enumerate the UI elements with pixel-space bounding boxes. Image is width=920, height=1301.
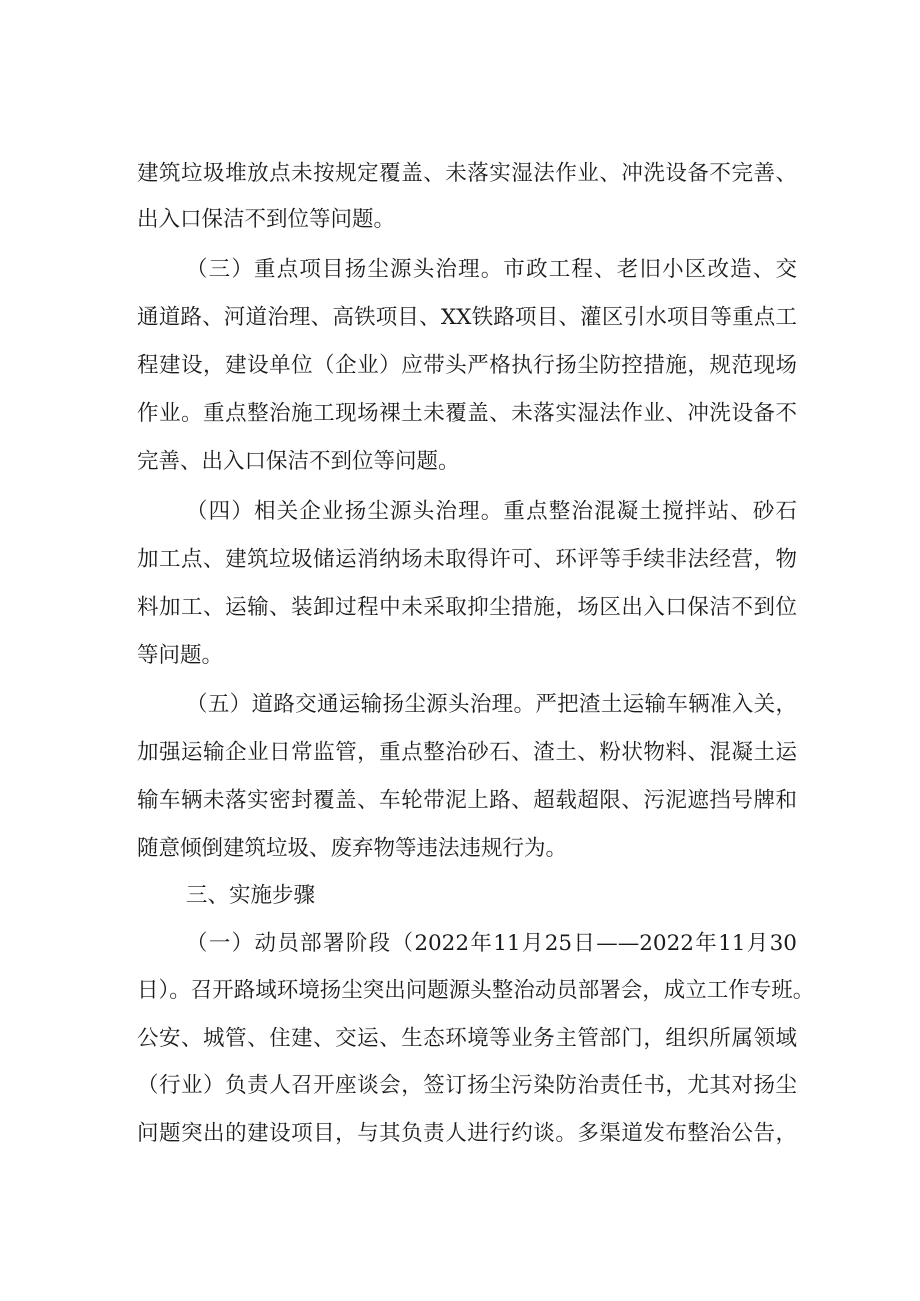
section-heading-3: （三）重点项目扬尘源头治理。市政工程、老旧小区改造、交 [186, 257, 797, 282]
chapter-heading: 三、实施步骤 [186, 883, 316, 908]
text-line: 输车辆未落实密封覆盖、车轮带泥上路、超载超限、污泥遮挡号牌和 [137, 788, 797, 813]
text-line: 问题突出的建设项目，与其负责人进行约谈。多渠道发布整治公告， [137, 1121, 797, 1146]
text-line: 加强运输企业日常监管，重点整治砂石、渣土、粉状物料、混凝土运 [137, 740, 797, 765]
text-line: 随意倾倒建筑垃圾、废弃物等违法违规行为。 [137, 836, 568, 861]
text-line: 出入口保洁不到位等问题。 [137, 207, 396, 232]
text-line: 公安、城管、住建、交运、生态环境等业务主管部门，组织所属领域 [137, 1026, 797, 1051]
text-line: 程建设，建设单位（企业）应带头严格执行扬尘防控措施，规范现场 [137, 353, 797, 378]
text-line: 完善、出入口保洁不到位等问题。 [137, 449, 460, 474]
text-line: 作业。重点整治施工现场裸土未覆盖、未落实湿法作业、冲洗设备不 [137, 401, 797, 426]
text-line: 加工点、建筑垃圾储运消纳场未取得许可、环评等手续非法经营，物 [137, 547, 797, 572]
text-line: 等问题。 [137, 643, 224, 668]
section-heading-4: （四）相关企业扬尘源头治理。重点整治混凝土搅拌站、砂石 [186, 499, 797, 524]
text-line: （行业）负责人召开座谈会，签订扬尘污染防治责任书，尤其对扬尘 [137, 1073, 797, 1098]
text-line: 日）。召开路域环境扬尘突出问题源头整治动员部署会，成立工作专班。 [137, 978, 815, 1003]
step-heading-1: （一）动员部署阶段（2022年11月25日——2022年11月30 [186, 931, 797, 956]
text-line: 通道路、河道治理、高铁项目、XX铁路项目、灌区引水项目等重点工 [137, 305, 797, 330]
section-heading-5: （五）道路交通运输扬尘源头治理。严把渣土运输车辆准入关， [186, 692, 797, 717]
text-line: 料加工、运输、装卸过程中未采取抑尘措施，场区出入口保洁不到位 [137, 595, 797, 620]
text-line: 建筑垃圾堆放点未按规定覆盖、未落实湿法作业、冲洗设备不完善、 [137, 161, 797, 186]
